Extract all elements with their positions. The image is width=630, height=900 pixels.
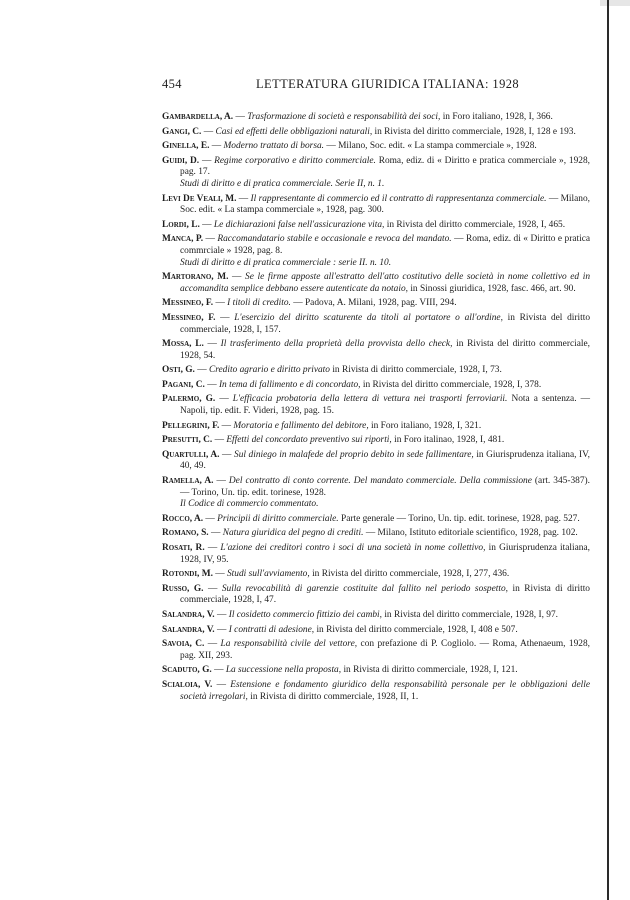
running-title: LETTERATURA GIURIDICA ITALIANA: 1928: [256, 77, 520, 91]
bibliography-entry: Scaduto, G. — La successione nella proposta, in Rivista di diritto commerciale, 1928, I, 121.: [162, 665, 518, 676]
entry-title: In tema di fallimento e di concordato,: [218, 379, 361, 390]
entry-title: Casi ed effetti delle obbligazioni naturali,: [215, 126, 373, 137]
bibliography-entry: Osti, G. — Credito agrario e diritto privato in Rivista di diritto commerciale, 1928, I, 73.: [162, 365, 502, 376]
entry-publication: in Rivista di diritto commerciale, 1928, I, 121.: [343, 665, 518, 676]
entry-author: Quartulli, A.: [162, 449, 220, 460]
entry-publication: in Foro italiano, 1928, I, 321.: [371, 420, 482, 431]
bibliography-entry: Quartulli, A. — Sul diniego in malafede del proprio debito in sede fallimentare, in Giurisprudenza italiana, IV, 40, 49.: [162, 449, 591, 472]
entry-series-note: Il Codice di commercio commentato.: [180, 499, 319, 510]
entry-publication: in Rivista del diritto commerciale, 1928, I, 157.: [180, 312, 591, 335]
entry-publication: in Rivista del diritto commerciale, 1928, I, 97.: [384, 609, 558, 620]
bibliography-entry: Romano, S. — Natura giuridica del pegno di crediti. — Milano, Istituto editoriale scientifico, 1928, pag. 102.: [162, 528, 578, 539]
entry-publication: Parte generale — Torino, Un. tip. edit. torinese, 1928, pag. 527.: [340, 513, 580, 524]
bibliography-entry: Rotondi, M. — Studi sull'avviamento, in Rivista del diritto commerciale, 1928, I, 277, 436.: [162, 569, 510, 580]
entry-title: Sulla revocabilità di garenzie costituite dal fallito nel periodo sospetto,: [221, 583, 509, 594]
entry-title: Credito agrario e diritto privato: [208, 365, 330, 376]
bibliography-entry: Pellegrini, F. — Moratoria e fallimento del debitore, in Foro italiano, 1928, I, 321.: [162, 420, 482, 431]
entry-title: Moderno trattato di borsa.: [223, 141, 325, 152]
entry-author: Scialoia, V.: [162, 679, 213, 690]
bibliography-entry: Salandra, V. — Il cosidetto commercio fittizio dei cambi, in Rivista del diritto commerciale, 1928, I, 97.: [162, 609, 558, 620]
bibliography-entry: Gangi, C. — Casi ed effetti delle obbligazioni naturali, in Rivista del diritto commerciale, 1928, I, 128 e 193.: [162, 126, 576, 137]
entry-title: Del contratto di conto corrente. Del mandato commerciale. Della commissione: [228, 476, 532, 487]
entry-publication: (art. 345-387). — Torino, Un. tip. edit. torinese, 1928.: [180, 476, 591, 498]
entry-author: Russo, G.: [162, 583, 204, 594]
page-number: 454: [162, 77, 182, 91]
bibliography-entry: Lordi, L. — Le dichiarazioni false nell'assicurazione vita, in Rivista del diritto commerciale, 1928, I, 465.: [162, 219, 566, 230]
entry-publication: in Rivista di diritto commerciale, 1928, I, 73.: [332, 365, 502, 376]
entry-title: I contratti di adesione,: [228, 624, 315, 635]
entry-author: Mossa, L.: [162, 339, 204, 350]
page-edge-top: [600, 0, 630, 6]
entry-publication: Nota a sentenza. — Napoli, tip. edit. F. Videri, 1928, pag. 15.: [180, 394, 590, 417]
entry-title: Principii di diritto commerciale.: [217, 513, 339, 524]
page-edge-line: [607, 0, 609, 900]
entry-publication: Roma, ediz. di « Diritto e pratica commerciale », 1928, pag. 17.: [180, 155, 591, 178]
entry-publication: — Milano, Soc. edit. « La stampa commerciale », 1928, pag. 300.: [180, 193, 591, 216]
entry-series-note: Studi di diritto e di pratica commerciale : serie II. n. 10.: [180, 257, 392, 268]
bibliography-entry: Gambardella, A. — Trasformazione di società e responsabilità dei soci, in Foro italiano, 1928, I, 366.: [162, 112, 553, 122]
entry-author: Rotondi, M.: [162, 569, 213, 580]
entry-title: Natura giuridica del pegno di crediti.: [222, 528, 364, 539]
entry-publication: — Milano, Soc. edit. « La stampa commerciale », 1928.: [326, 141, 537, 152]
entry-publication: con prefazione di P. Cogliolo. — Roma, Athenaeum, 1928, pag. XII, 293.: [180, 639, 591, 661]
entry-publication: in Foro italinao, 1928, I, 481.: [394, 435, 505, 446]
entry-author: Gambardella, A.: [162, 112, 234, 122]
bibliography-list: [162, 112, 590, 706]
entry-author: Scaduto, G.: [162, 665, 212, 676]
entry-publication: in Rivista del diritto commerciale, 1928, I, 128 e 193.: [374, 126, 576, 137]
bibliography-entry: Pagani, C. — In tema di fallimento e di concordato, in Rivista del diritto commerciale, 1928, I, 378.: [162, 379, 542, 390]
entry-title: L'efficacia probatoria della lettera di vettura nei trasporti ferroviarii.: [232, 394, 508, 405]
entry-author: Pagani, C.: [162, 379, 205, 390]
bibliography-entry: Salandra, V. — I contratti di adesione, in Rivista del diritto commerciale, 1928, I, 408 e 507.: [162, 624, 518, 635]
entry-author: Ramella, A.: [162, 476, 214, 487]
bibliography-entry: Martorano, M. — Se le firme apposte all'estratto dell'atto costitutivo delle società in nome collettivo ed in accomandita semplice debbano essere autenticate da notaio, in Sinossi giuridica, 1928, fasc. 466, art. 90.: [162, 272, 591, 294]
entry-author: Levi De Veali, M.: [162, 193, 237, 204]
entry-title: Trasformazione di società e responsabilità dei soci,: [247, 112, 441, 122]
bibliography-entry: Scialoia, V. — Estensione e fondamento giuridico della responsabilità personale per le obbligazioni delle società irregolari, in Rivista di diritto commerciale, 1928, II, 1.: [162, 679, 590, 702]
bibliography-entry: Manca, P. — Raccomandatario stabile e occasionale e revoca del mandato. — Roma, ediz. di « Diritto e pratica commrciale » 1928, pag. 8. Studi di diritto e di pratica commerciale : serie II. n. 10.: [162, 234, 591, 268]
entry-publication: in Sinossi giuridica, 1928, fasc. 466, art. 90.: [410, 283, 576, 294]
entry-author: Osti, G.: [162, 365, 195, 376]
entry-author: Palermo, G.: [162, 394, 216, 405]
entry-author: Lordi, L.: [162, 219, 200, 230]
entry-title: Estensione e fondamento giuridico della responsabilità personale per le obbligazioni delle società irregolari,: [180, 679, 590, 702]
entry-publication: in Rivista di diritto commerciale, 1928, II, 1.: [250, 691, 419, 702]
entry-series-note: Studi di diritto e di pratica commerciale. Serie II, n. 1.: [180, 178, 385, 189]
entry-author: Savoia, C.: [162, 639, 205, 650]
bibliography-entry: Levi De Veali, M. — Il rappresentante di commercio ed il contratto di rappresentanza commerciale. — Milano, Soc. edit. « La stampa commerciale », 1928, pag. 300.: [162, 193, 591, 216]
bibliography-entry: Ginella, E. — Moderno trattato di borsa. — Milano, Soc. edit. « La stampa commerciale », 1928.: [162, 141, 537, 152]
bibliography-entry: Palermo, G. — L'efficacia probatoria della lettera di vettura nei trasporti ferroviarii. Nota a sentenza. — Napoli, tip. edit. F. Videri, 1928, pag. 15.: [162, 394, 590, 417]
entry-title: Regime corporativo e diritto commerciale.: [214, 155, 376, 166]
entry-author: Ginella, E.: [162, 141, 210, 152]
entry-author: Guidi, D.: [162, 155, 200, 166]
entry-title: Il cosidetto commercio fittizio dei cambi,: [228, 609, 382, 620]
entry-title: Se le firme apposte all'estratto dell'atto costitutivo delle società in nome collettivo ed in accomandita semplice debbano essere autenticate da notaio,: [180, 272, 591, 294]
entry-author: Presutti, C.: [162, 435, 213, 446]
entry-title: Le dichiarazioni false nell'assicurazione vita,: [213, 219, 385, 230]
entry-title: L'esercizio del diritto scaturente da titoli al portatore o all'ordine,: [234, 312, 503, 323]
entry-publication: in Rivista del diritto commerciale, 1928, I, 277, 436.: [312, 569, 510, 580]
entry-publication: in Rivista del diritto commerciale, 1928, 54.: [180, 339, 590, 361]
bibliography-entry: Rosati, R. — L'azione dei creditori contro i soci di una società in nome collettivo, in Giurisprudenza italiana, 1928, IV, 95.: [162, 543, 590, 565]
entry-title: Studi sull'avviamento,: [226, 569, 310, 580]
entry-author: Messineo, F.: [162, 312, 216, 323]
entry-title: Sul diniego in malafede del proprio debito in sede fallimentare,: [234, 449, 474, 460]
entry-title: Il rappresentante di commercio ed il contratto di rappresentanza commerciale.: [250, 193, 547, 204]
entry-publication: — Padova, A. Milani, 1928, pag. VIII, 294.: [293, 298, 457, 309]
entry-author: Gangi, C.: [162, 126, 202, 137]
entry-publication: in Giurisprudenza italiana, IV, 40, 49.: [180, 449, 591, 472]
entry-publication: in Rivista del diritto commerciale, 1928, I, 408 e 507.: [316, 624, 518, 635]
entry-title: L'azione dei creditori contro i soci di una società in nome collettivo,: [220, 543, 486, 553]
entry-author: Salandra, V.: [162, 609, 215, 620]
entry-author: Salandra, V.: [162, 624, 215, 635]
bibliography-entry: Messineo, F. — I titoli di credito. — Padova, A. Milani, 1928, pag. VIII, 294.: [162, 298, 457, 309]
entry-author: Romano, S.: [162, 528, 209, 539]
entry-title: Moratoria e fallimento del debitore,: [233, 420, 369, 431]
bibliography-entry: Ramella, A. — Del contratto di conto corrente. Del mandato commerciale. Della commissione (art. 345-387). — Torino, Un. tip. edit. torinese, 1928. Il Codice di commercio commentato.: [162, 476, 591, 510]
entry-title: Il trasferimento della proprietà della provvista dello check,: [220, 339, 453, 350]
entry-author: Pellegrini, F.: [162, 420, 220, 431]
bibliography-entry: Mossa, L. — Il trasferimento della proprietà della provvista dello check, in Rivista del diritto commerciale, 1928, 54.: [162, 339, 590, 361]
entry-author: Messineo, F.: [162, 298, 214, 309]
bibliography-entry: Presutti, C. — Effetti del concordato preventivo sui riporti, in Foro italinao, 1928, I, 481.: [162, 435, 505, 446]
entry-title: Raccomandatario stabile e occasionale e revoca del mandato.: [217, 234, 452, 245]
bibliography-entry: Rocco, A. — Principii di diritto commerciale. Parte generale — Torino, Un. tip. edit. torinese, 1928, pag. 527.: [162, 513, 580, 524]
entry-author: Manca, P.: [162, 234, 204, 245]
bibliography-entry: Russo, G. — Sulla revocabilità di garenzie costituite dal fallito nel periodo sospetto, in Rivista di diritto commerciale, 1928, I, 47.: [162, 583, 590, 606]
entry-publication: in Rivista di diritto commerciale, 1928, I, 47.: [180, 583, 590, 606]
entry-author: Rocco, A.: [162, 513, 204, 524]
entry-title: La responsabilità civile del vettore,: [220, 639, 358, 650]
entry-publication: in Foro italiano, 1928, I, 366.: [442, 112, 553, 122]
entry-publication: in Rivista del diritto commerciale, 1928, I, 378.: [362, 379, 542, 390]
entry-author: Martorano, M.: [162, 272, 229, 283]
entry-publication: — Roma, ediz. di « Diritto e pratica commrciale » 1928, pag. 8.: [180, 234, 591, 256]
entry-publication: in Giurisprudenza italiana, 1928, IV, 95.: [180, 543, 590, 565]
entry-publication: in Rivista del diritto commerciale, 1928, I, 465.: [386, 219, 566, 230]
entry-publication: — Milano, Istituto editoriale scientifico, 1928, pag. 102.: [365, 528, 578, 539]
entry-title: La successione nella proposta,: [225, 665, 342, 676]
entry-title: Effetti del concordato preventivo sui riporti,: [226, 435, 392, 446]
bibliography-entry: Guidi, D. — Regime corporativo e diritto commerciale. Roma, ediz. di « Diritto e pratica commerciale », 1928, pag. 17. Studi di diritto e di pratica commerciale. Serie II, n. 1.: [162, 155, 591, 189]
entry-title: I titoli di credito.: [227, 298, 291, 309]
bibliography-entry: Savoia, C. — La responsabilità civile del vettore, con prefazione di P. Cogliolo. — Roma, Athenaeum, 1928, pag. XII, 293.: [162, 639, 591, 661]
bibliography-entry: Messineo, F. — L'esercizio del diritto scaturente da titoli al portatore o all'ordine, in Rivista del diritto commerciale, 1928, I, 157.: [162, 312, 591, 335]
entry-author: Rosati, R.: [162, 543, 205, 553]
page-header: [162, 77, 590, 93]
